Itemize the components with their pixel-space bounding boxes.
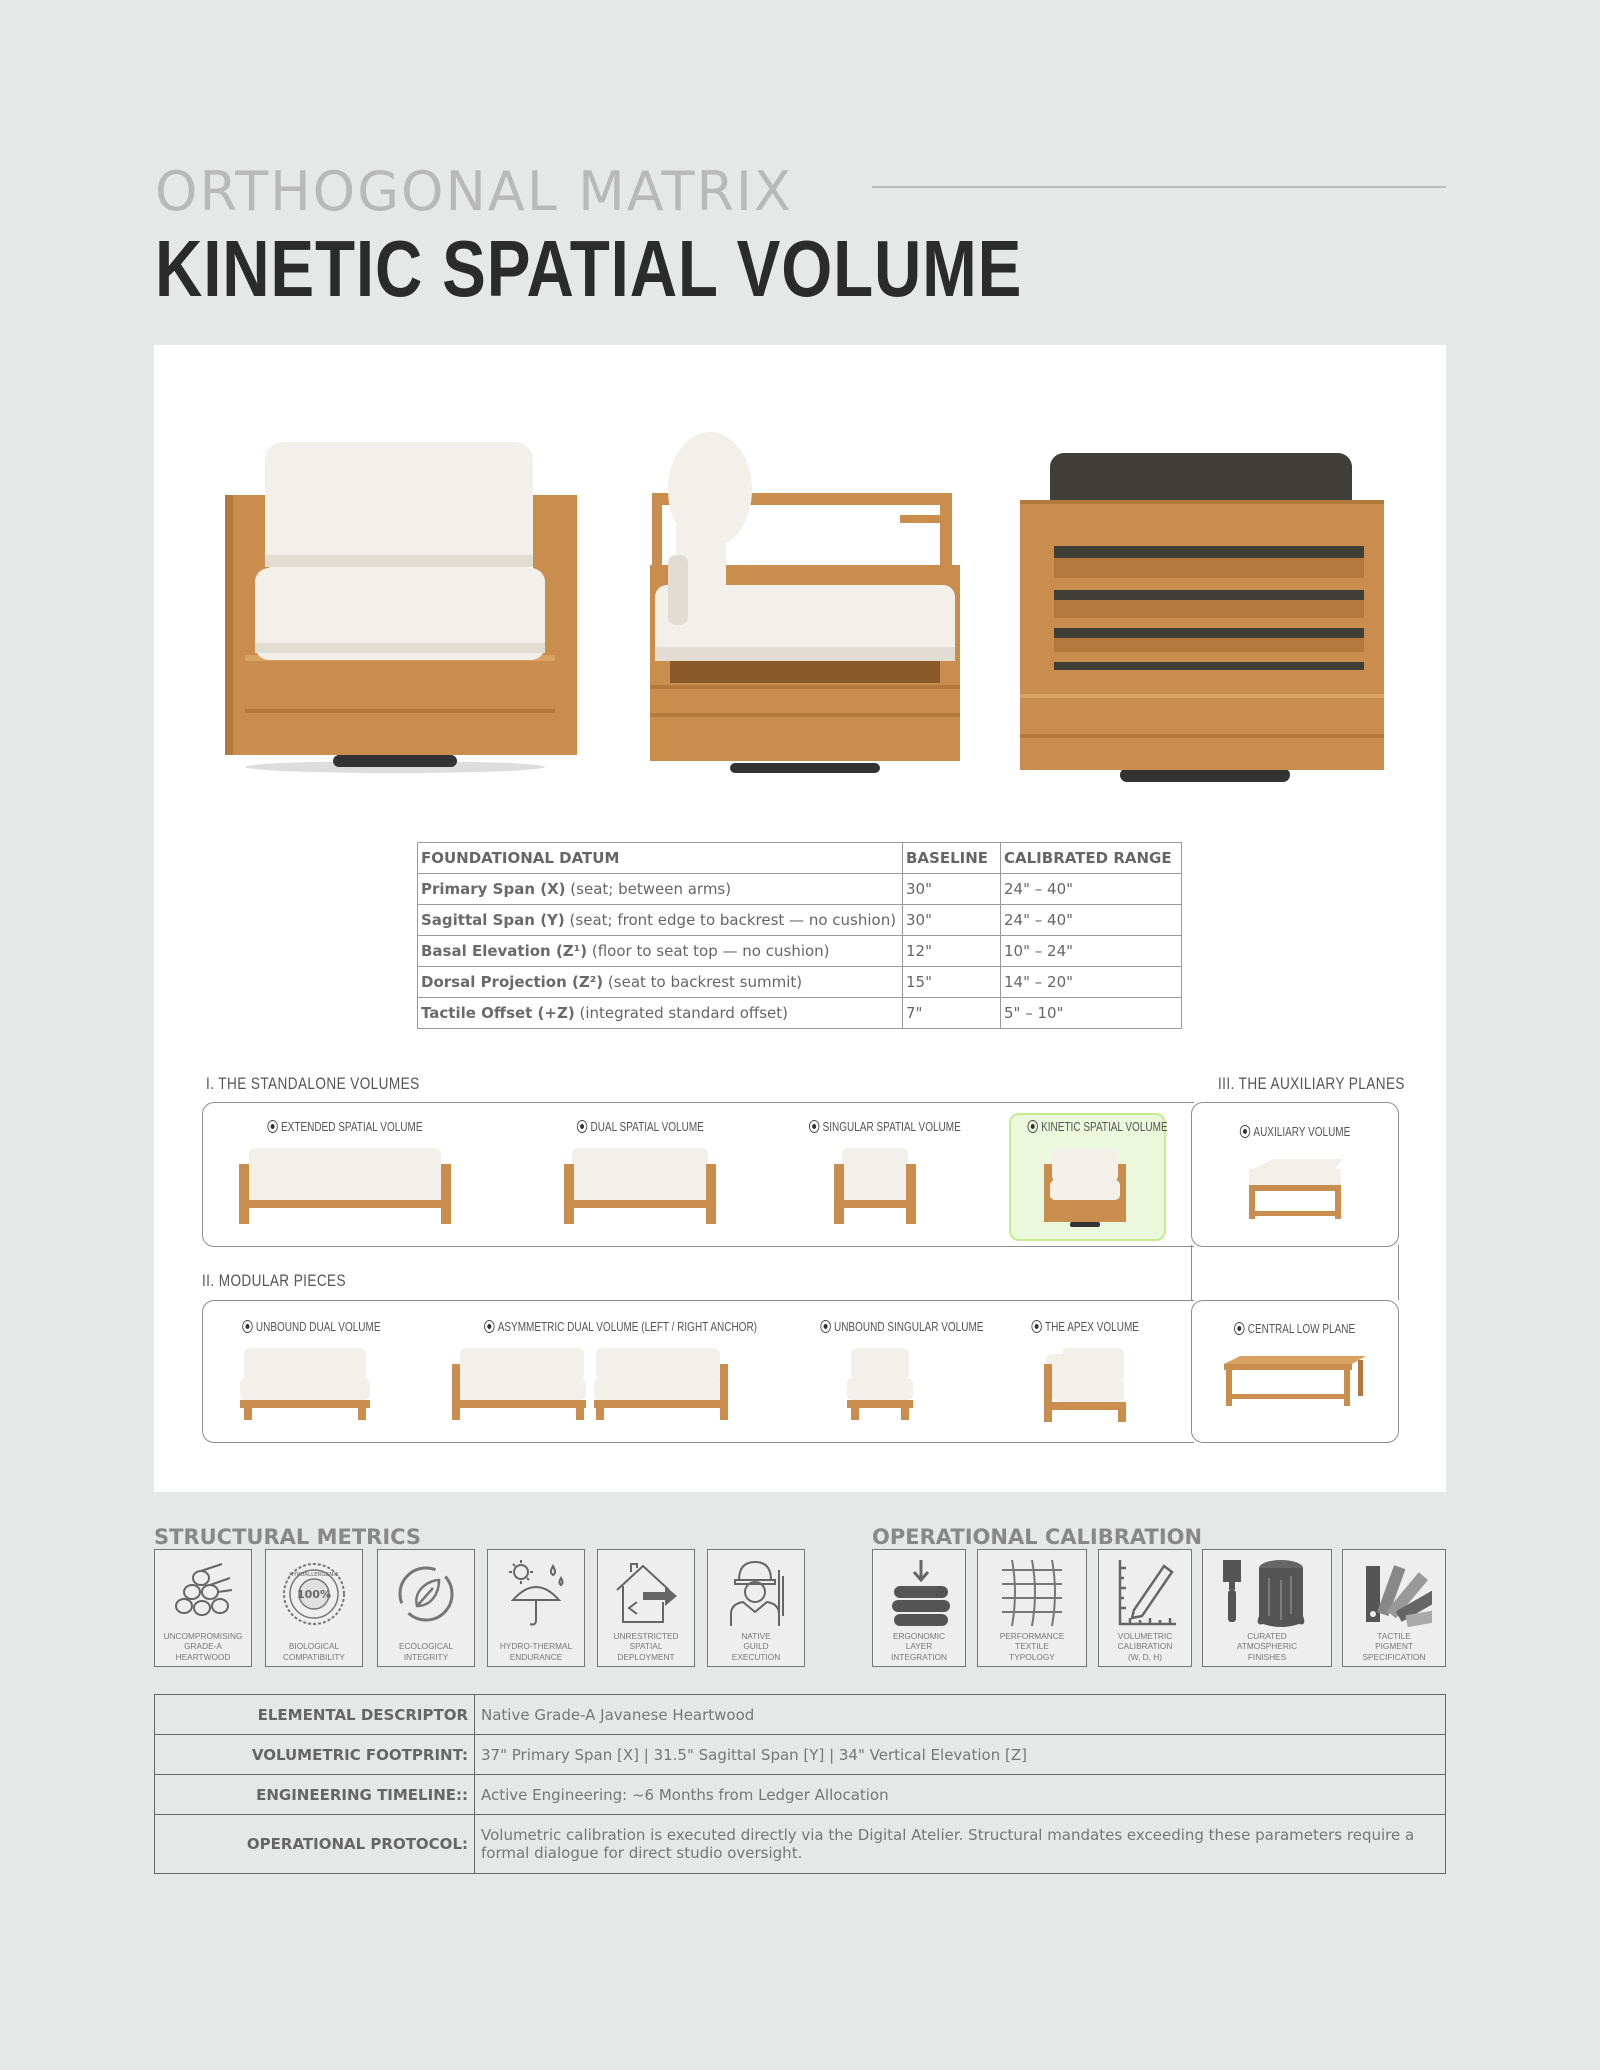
datum-note: (floor to seat top — no cushion) bbox=[587, 942, 830, 960]
table-row bbox=[418, 967, 1182, 998]
radio-icon bbox=[820, 1320, 830, 1333]
modular-section-title: II. MODULAR PIECES bbox=[202, 1271, 346, 1290]
spec-key: OPERATIONAL PROTOCOL: bbox=[155, 1815, 475, 1874]
radio-icon bbox=[484, 1320, 494, 1333]
option-label: UNBOUND SINGULAR VOLUME bbox=[820, 1320, 983, 1334]
craftsman-icon bbox=[723, 1556, 789, 1632]
spec-value: Volumetric calibration is executed directly via the Digital Atelier. Structural mandates exceeding these parameters require a formal dialogue for direct studio oversight. bbox=[475, 1815, 1446, 1874]
table-row bbox=[418, 874, 1182, 905]
cushion-layers-icon bbox=[888, 1556, 954, 1632]
table-row bbox=[155, 1735, 1446, 1775]
option-singular-spatial-volume[interactable] bbox=[790, 1118, 960, 1228]
armless-loveseat-icon bbox=[238, 1344, 372, 1422]
hypoallergenic-seal-icon bbox=[281, 1556, 347, 1632]
datum-cell bbox=[418, 936, 903, 967]
feature-ergonomic-layer bbox=[872, 1549, 966, 1667]
radio-icon bbox=[1234, 1322, 1244, 1335]
baseline-cell: 12" bbox=[903, 936, 1001, 967]
feature-volumetric-calibration bbox=[1098, 1549, 1192, 1667]
seal-center-text: 100% bbox=[297, 1588, 331, 1601]
feature-atmospheric-finishes bbox=[1202, 1549, 1332, 1667]
radio-icon bbox=[809, 1120, 819, 1133]
feature-heartwood bbox=[154, 1549, 252, 1667]
specification-table bbox=[154, 1694, 1446, 1874]
radio-icon bbox=[1031, 1320, 1041, 1333]
ruler-pencil-icon bbox=[1114, 1556, 1180, 1632]
dimension-table bbox=[417, 842, 1182, 1029]
option-label: DUAL SPATIAL VOLUME bbox=[577, 1120, 704, 1134]
chair-front-view bbox=[205, 415, 585, 775]
table-row bbox=[155, 1775, 1446, 1815]
sofa-three-seat-icon bbox=[235, 1144, 455, 1228]
feature-label: HYDRO-THERMAL ENDURANCE bbox=[499, 1641, 573, 1662]
option-kinetic-spatial-volume[interactable] bbox=[1010, 1118, 1168, 1228]
option-asymmetric-dual-volume[interactable] bbox=[450, 1318, 758, 1422]
chair-side-view bbox=[640, 415, 970, 785]
feature-label: TACTILE PIGMENT SPECIFICATION bbox=[1362, 1630, 1426, 1662]
textile-weave-icon bbox=[994, 1556, 1070, 1632]
brush-stump-icon bbox=[1219, 1556, 1315, 1632]
spec-key: ENGINEERING TIMELINE:: bbox=[155, 1775, 475, 1815]
table-header-datum: FOUNDATIONAL DATUM bbox=[418, 843, 903, 874]
feature-native-guild-execution bbox=[707, 1549, 805, 1667]
range-cell: 5" – 10" bbox=[1001, 998, 1182, 1029]
datum-note: (integrated standard offset) bbox=[574, 1004, 788, 1022]
chair-back-view bbox=[1018, 450, 1390, 790]
datum-cell bbox=[418, 967, 903, 998]
datum-label: Tactile Offset (+Z) bbox=[421, 1004, 575, 1022]
feature-performance-textile bbox=[977, 1549, 1087, 1667]
table-header-range: CALIBRATED RANGE bbox=[1001, 843, 1182, 874]
range-cell: 14" – 20" bbox=[1001, 967, 1182, 998]
option-label: KINETIC SPATIAL VOLUME bbox=[1028, 1120, 1168, 1134]
feature-ecological-integrity bbox=[377, 1549, 475, 1667]
datum-label: Dorsal Projection (Z²) bbox=[421, 973, 604, 991]
table-header-row bbox=[418, 843, 1182, 874]
table-row bbox=[418, 998, 1182, 1029]
header-rule bbox=[872, 186, 1446, 188]
radio-icon bbox=[1028, 1120, 1038, 1133]
feature-label: BIOLOGICAL COMPATIBILITY bbox=[283, 1641, 345, 1662]
sectional-pair-icon bbox=[450, 1344, 730, 1422]
option-extended-spatial-volume[interactable] bbox=[230, 1118, 460, 1228]
standalone-section-title: I. THE STANDALONE VOLUMES bbox=[206, 1074, 420, 1093]
feature-biological-compatibility bbox=[265, 1549, 363, 1667]
option-label: CENTRAL LOW PLANE bbox=[1234, 1322, 1355, 1336]
structural-metrics-title: STRUCTURAL METRICS bbox=[154, 1525, 422, 1549]
house-arrow-icon bbox=[613, 1556, 679, 1632]
page-subtitle: ORTHOGONAL MATRIX bbox=[155, 160, 793, 223]
option-label: UNBOUND DUAL VOLUME bbox=[242, 1320, 380, 1334]
coffee-table-icon bbox=[1220, 1352, 1370, 1412]
table-header-baseline: BASELINE bbox=[903, 843, 1001, 874]
datum-label: Sagittal Span (Y) bbox=[421, 911, 565, 929]
seal-ring-text: HYPOALLERGENIC bbox=[289, 1572, 339, 1578]
table-row bbox=[155, 1695, 1446, 1735]
option-the-apex-volume[interactable] bbox=[1010, 1318, 1160, 1424]
feature-label: UNCOMPROMISING GRADE-A HEARTWOOD bbox=[163, 1630, 243, 1662]
range-cell: 24" – 40" bbox=[1001, 874, 1182, 905]
feature-hydro-thermal-endurance bbox=[487, 1549, 585, 1667]
baseline-cell: 7" bbox=[903, 998, 1001, 1029]
option-unbound-singular-volume[interactable] bbox=[800, 1318, 984, 1422]
radio-icon bbox=[267, 1120, 277, 1133]
datum-cell bbox=[418, 874, 903, 905]
baseline-cell: 15" bbox=[903, 967, 1001, 998]
sofa-two-seat-icon bbox=[560, 1144, 720, 1228]
spec-value: Native Grade-A Javanese Heartwood bbox=[475, 1695, 1446, 1735]
table-row bbox=[418, 905, 1182, 936]
radio-icon bbox=[1240, 1125, 1250, 1138]
baseline-cell: 30" bbox=[903, 905, 1001, 936]
feature-label: UNRESTRICTED SPATIAL DEPLOYMENT bbox=[613, 1630, 679, 1662]
baseline-cell: 30" bbox=[903, 874, 1001, 905]
feature-unrestricted-deployment bbox=[597, 1549, 695, 1667]
range-cell: 24" – 40" bbox=[1001, 905, 1182, 936]
spec-key: VOLUMETRIC FOOTPRINT: bbox=[155, 1735, 475, 1775]
feature-label: PERFORMANCE TEXTILE TYPOLOGY bbox=[999, 1630, 1065, 1662]
range-cell: 10" – 24" bbox=[1001, 936, 1182, 967]
datum-label: Basal Elevation (Z¹) bbox=[421, 942, 588, 960]
armless-chair-icon bbox=[845, 1344, 915, 1422]
datum-cell bbox=[418, 998, 903, 1029]
option-unbound-dual-volume[interactable] bbox=[225, 1318, 385, 1422]
datum-cell bbox=[418, 905, 903, 936]
option-label: AUXILIARY VOLUME bbox=[1240, 1125, 1351, 1139]
auxiliary-section-title: III. THE AUXILIARY PLANES bbox=[1218, 1074, 1405, 1093]
feature-tactile-pigment bbox=[1342, 1549, 1446, 1667]
operational-calibration-title: OPERATIONAL CALIBRATION bbox=[872, 1525, 1203, 1549]
page-title: KINETIC SPATIAL VOLUME bbox=[155, 224, 1023, 313]
feature-label: VOLUMETRIC CALIBRATION (W, D, H) bbox=[1117, 1630, 1173, 1662]
table-row bbox=[418, 936, 1182, 967]
ottoman-icon bbox=[1243, 1155, 1347, 1225]
armchair-icon bbox=[830, 1144, 920, 1228]
option-label: EXTENDED SPATIAL VOLUME bbox=[267, 1120, 422, 1134]
radio-icon bbox=[577, 1120, 587, 1133]
table-row bbox=[155, 1815, 1446, 1874]
radio-icon bbox=[242, 1320, 252, 1333]
auxiliary-connector bbox=[1191, 1245, 1399, 1300]
spec-value: 37" Primary Span [X] | 31.5" Sagittal Span [Y] | 34" Vertical Elevation [Z] bbox=[475, 1735, 1446, 1775]
datum-note: (seat to backrest summit) bbox=[603, 973, 803, 991]
datum-note: (seat; front edge to backrest — no cushion) bbox=[564, 911, 897, 929]
feature-label: NATIVE GUILD EXECUTION bbox=[731, 1630, 781, 1662]
logs-icon bbox=[170, 1556, 236, 1622]
feature-label: ERGONOMIC LAYER INTEGRATION bbox=[890, 1630, 948, 1662]
corner-chair-icon bbox=[1040, 1344, 1130, 1424]
option-dual-spatial-volume[interactable] bbox=[555, 1118, 725, 1228]
datum-label: Primary Span (X) bbox=[421, 880, 566, 898]
option-label: SINGULAR SPATIAL VOLUME bbox=[809, 1120, 961, 1134]
datum-note: (seat; between arms) bbox=[565, 880, 732, 898]
option-label: THE APEX VOLUME bbox=[1031, 1320, 1139, 1334]
eco-cycle-icon bbox=[393, 1556, 459, 1632]
spec-value: Active Engineering: ~6 Months from Ledger Allocation bbox=[475, 1775, 1446, 1815]
swatch-fan-icon bbox=[1356, 1556, 1432, 1632]
option-auxiliary-volume[interactable] bbox=[1200, 1123, 1390, 1225]
option-label: ASYMMETRIC DUAL VOLUME (LEFT / RIGHT ANCHOR) bbox=[484, 1320, 757, 1334]
swivel-chair-icon bbox=[1040, 1144, 1130, 1228]
option-central-low-plane[interactable] bbox=[1200, 1320, 1390, 1412]
feature-label: ECOLOGICAL INTEGRITY bbox=[399, 1641, 453, 1662]
spec-key: ELEMENTAL DESCRIPTOR bbox=[155, 1695, 475, 1735]
feature-label: CURATED ATMOSPHERIC FINISHES bbox=[1236, 1630, 1298, 1662]
weather-umbrella-icon bbox=[503, 1556, 569, 1632]
